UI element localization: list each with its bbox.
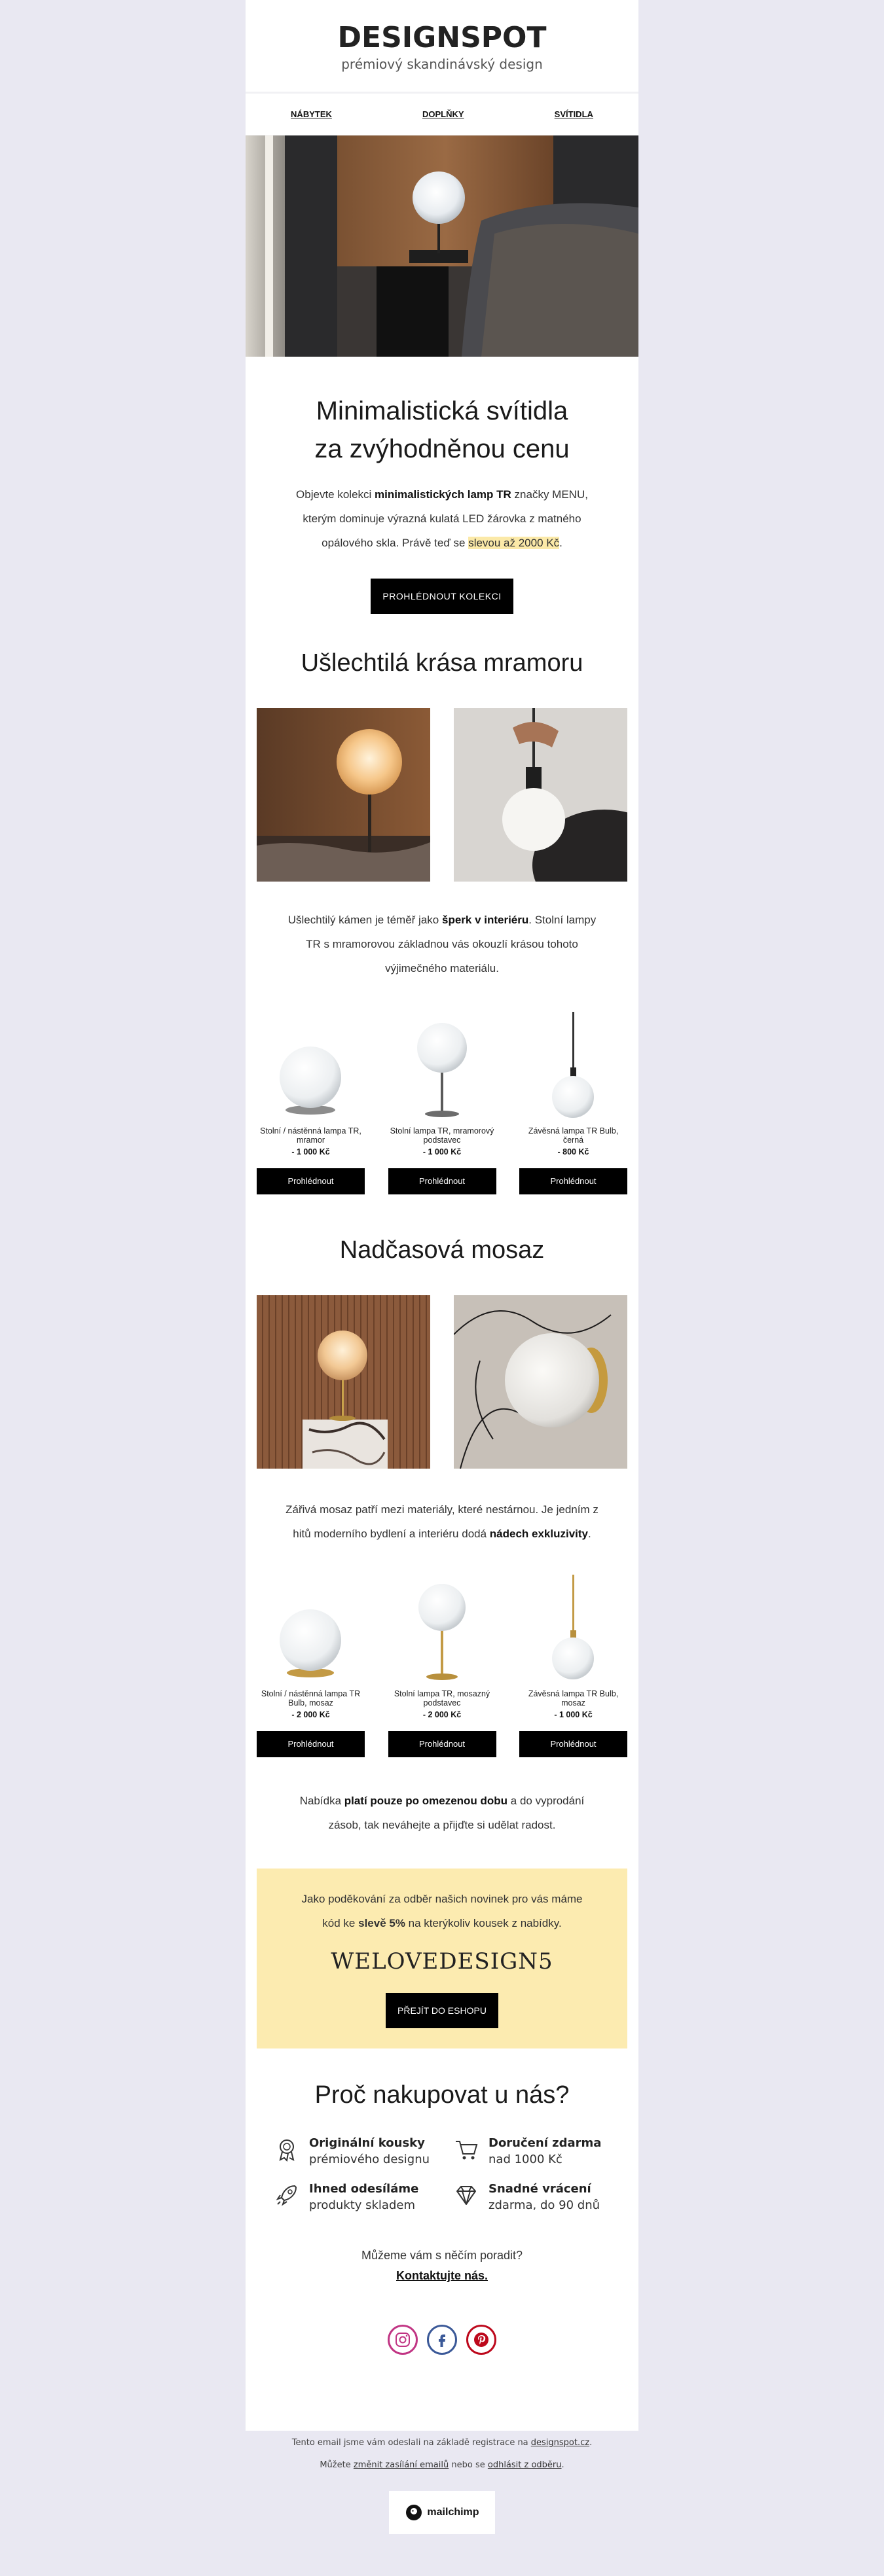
facebook-icon[interactable] — [427, 2325, 457, 2355]
product-price: - 800 Kč — [557, 1147, 589, 1156]
why-item — [274, 2136, 444, 2166]
marble-image-table-lamp[interactable] — [257, 708, 430, 882]
coupon-code[interactable]: WELOVEDESIGN5 — [331, 1948, 553, 1975]
product-image[interactable] — [519, 1012, 627, 1126]
coupon-box — [257, 1869, 627, 2048]
brass-products — [246, 1575, 638, 1757]
marble-text: Ušlechtilý kámen je téměř jako — [287, 914, 442, 926]
diamond-icon — [453, 2182, 479, 2208]
mailchimp-icon — [405, 2503, 423, 2522]
why-item-sub: zdarma, do 90 dnů — [488, 2198, 600, 2212]
product-price: - 1 000 Kč — [291, 1147, 330, 1156]
nav-item-accessories[interactable]: DOPLŇKY — [422, 109, 464, 119]
hero-text: opálového skla. Právě teď se — [322, 537, 469, 549]
unsubscribe-link[interactable]: odhlásit z odběru — [487, 2460, 562, 2470]
coupon-text-bold: slevě 5% — [358, 1917, 405, 1929]
brass-title: Nadčasová mosaz — [339, 1236, 545, 1264]
view-product-button[interactable]: Prohlédnout — [388, 1168, 496, 1194]
help-text: Můžeme vám s něčím poradit? — [361, 2249, 523, 2262]
coupon-text-part: Jako poděkování za odběr našich novinek pro vás máme — [301, 1893, 583, 1905]
product-card — [388, 1575, 496, 1757]
hero-lamp-illustration — [246, 135, 638, 357]
header — [246, 0, 638, 94]
pinterest-icon[interactable] — [466, 2325, 496, 2355]
product-name[interactable]: Stolní / nástěnná lampa TR Bulb, mosaz — [261, 1689, 361, 1708]
product-card — [519, 1575, 627, 1757]
brass-images — [246, 1295, 638, 1469]
why-item-sub: nad 1000 Kč — [488, 2153, 562, 2166]
why-item-title: Originální kousky — [309, 2136, 425, 2150]
why-item — [453, 2182, 610, 2212]
marble-text-bold: šperk v interiéru — [441, 914, 529, 926]
product-image[interactable] — [388, 1012, 496, 1126]
offer-text-bold: platí pouze po omezenou dobu — [344, 1795, 508, 1807]
offer-text-part: a do vyprodání — [507, 1795, 585, 1807]
marble-text: . Stolní lampy — [528, 914, 597, 926]
designspot-link[interactable]: designspot.cz — [530, 2438, 590, 2448]
footer — [0, 2432, 884, 2534]
product-card — [388, 1012, 496, 1194]
hero-text: značky MENU, — [511, 488, 588, 501]
brass-text-bold: nádech exkluzivity — [489, 1528, 589, 1540]
rocket-icon — [274, 2182, 300, 2208]
product-card — [257, 1575, 365, 1757]
coupon-text — [257, 1887, 627, 1935]
product-name[interactable]: Stolní / nástěnná lampa TR, mramor — [260, 1126, 361, 1145]
marble-description — [246, 908, 638, 980]
main-nav — [246, 94, 638, 135]
footer-line1 — [0, 2432, 884, 2454]
nav-item-furniture[interactable]: NÁBYTEK — [291, 109, 332, 119]
marble-title: Ušlechtilá krása mramoru — [301, 649, 583, 677]
mailchimp-label: mailchimp — [427, 2507, 479, 2518]
product-image[interactable] — [519, 1575, 627, 1689]
product-image[interactable] — [388, 1575, 496, 1689]
product-price: - 1 000 Kč — [554, 1710, 593, 1719]
view-product-button[interactable]: Prohlédnout — [257, 1731, 365, 1757]
why-list — [246, 2136, 638, 2212]
view-collection-button[interactable]: PROHLÉDNOUT KOLEKCI — [371, 579, 513, 614]
hero-description — [246, 482, 638, 555]
brass-image-wall-lamp[interactable] — [454, 1295, 627, 1469]
marble-image-hand-bulb[interactable] — [454, 708, 627, 882]
product-price: - 1 000 Kč — [422, 1147, 462, 1156]
why-item-title: Snadné vrácení — [488, 2182, 591, 2196]
why-item-title: Ihned odesíláme — [309, 2182, 419, 2196]
offer-text-part: zásob, tak neváhejte a přijďte si udělat radost. — [328, 1819, 556, 1831]
update-preferences-link[interactable]: změnit zasílání emailů — [353, 2460, 449, 2470]
go-to-eshop-button[interactable]: PŘEJÍT DO ESHOPU — [386, 1993, 498, 2028]
coupon-text-part: kód ke — [322, 1917, 359, 1929]
brand-tagline: prémiový skandinávský design — [341, 56, 543, 72]
hero-text-bold: minimalistických lamp TR — [375, 488, 511, 501]
offer-text-part: Nabídka — [299, 1795, 344, 1807]
marble-text: výjimečného materiálu. — [385, 962, 499, 975]
view-product-button[interactable]: Prohlédnout — [388, 1731, 496, 1757]
hero-text: kterým dominuje výrazná kulatá LED žárovka z matného — [303, 512, 581, 525]
mailchimp-badge[interactable] — [389, 2491, 495, 2534]
footer-line2 — [0, 2454, 884, 2477]
product-name[interactable]: Závěsná lampa TR Bulb, mosaz — [528, 1689, 619, 1708]
hero-image[interactable] — [246, 135, 638, 357]
brass-text: hitů moderního bydlení a interiéru dodá — [293, 1528, 490, 1540]
view-product-button[interactable]: Prohlédnout — [519, 1731, 627, 1757]
why-item — [453, 2136, 610, 2166]
marble-text: TR s mramorovou základnou vás okouzlí krásou tohoto — [306, 938, 578, 950]
brass-description — [246, 1497, 638, 1546]
marble-images — [246, 708, 638, 882]
product-name[interactable]: Stolní lampa TR, mosazný podstavec — [394, 1689, 490, 1708]
hero-text: Objevte kolekci — [296, 488, 375, 501]
footer-text: nebo se — [449, 2460, 488, 2470]
view-product-button[interactable]: Prohlédnout — [257, 1168, 365, 1194]
product-image[interactable] — [257, 1575, 365, 1689]
product-card — [519, 1012, 627, 1194]
discount-highlight: slevou až 2000 Kč — [468, 537, 560, 549]
why-item-sub: produkty skladem — [309, 2198, 415, 2212]
hero-title-line2: za zvýhodněnou cenu — [314, 435, 570, 463]
email-container — [246, 0, 638, 2431]
offer-text — [246, 1789, 638, 1837]
social-links — [246, 2325, 638, 2355]
why-item — [274, 2182, 444, 2212]
nav-item-lighting[interactable]: SVÍTIDLA — [554, 109, 593, 119]
cart-icon — [453, 2136, 479, 2162]
footer-text: Můžete — [320, 2460, 354, 2470]
why-item-title: Doručení zdarma — [488, 2136, 602, 2150]
brass-text: Zářivá mosaz patří mezi materiály, které nestárnou. Je jedním z — [285, 1503, 599, 1516]
product-image[interactable] — [257, 1012, 365, 1126]
hero-title — [246, 392, 638, 468]
product-card — [257, 1012, 365, 1194]
award-icon — [274, 2136, 300, 2162]
product-name[interactable]: Stolní lampa TR, mramorový podstavec — [390, 1126, 494, 1145]
footer-text: Tento email jsme vám odeslali na základě registrace na — [291, 2438, 531, 2448]
product-name[interactable]: Závěsná lampa TR Bulb, černá — [528, 1126, 619, 1145]
hero-title-line1: Minimalistická svítidla — [316, 397, 568, 425]
marble-products — [246, 1012, 638, 1194]
why-title: Proč nakupovat u nás? — [314, 2081, 570, 2109]
product-price: - 2 000 Kč — [422, 1710, 462, 1719]
brass-image-table-lamp[interactable] — [257, 1295, 430, 1469]
instagram-icon[interactable] — [388, 2325, 418, 2355]
hero-text: . — [559, 537, 562, 549]
footer-text: . — [561, 2460, 564, 2470]
product-price: - 2 000 Kč — [291, 1710, 330, 1719]
coupon-text-part: na kterýkoliv kousek z nabídky. — [405, 1917, 562, 1929]
footer-text: . — [589, 2438, 593, 2448]
view-product-button[interactable]: Prohlédnout — [519, 1168, 627, 1194]
contact-link[interactable]: Kontaktujte nás. — [396, 2269, 488, 2282]
brand-logo[interactable]: DESIGNSPOT — [337, 21, 547, 54]
why-item-sub: prémiového designu — [309, 2153, 430, 2166]
brass-text: . — [588, 1528, 591, 1540]
